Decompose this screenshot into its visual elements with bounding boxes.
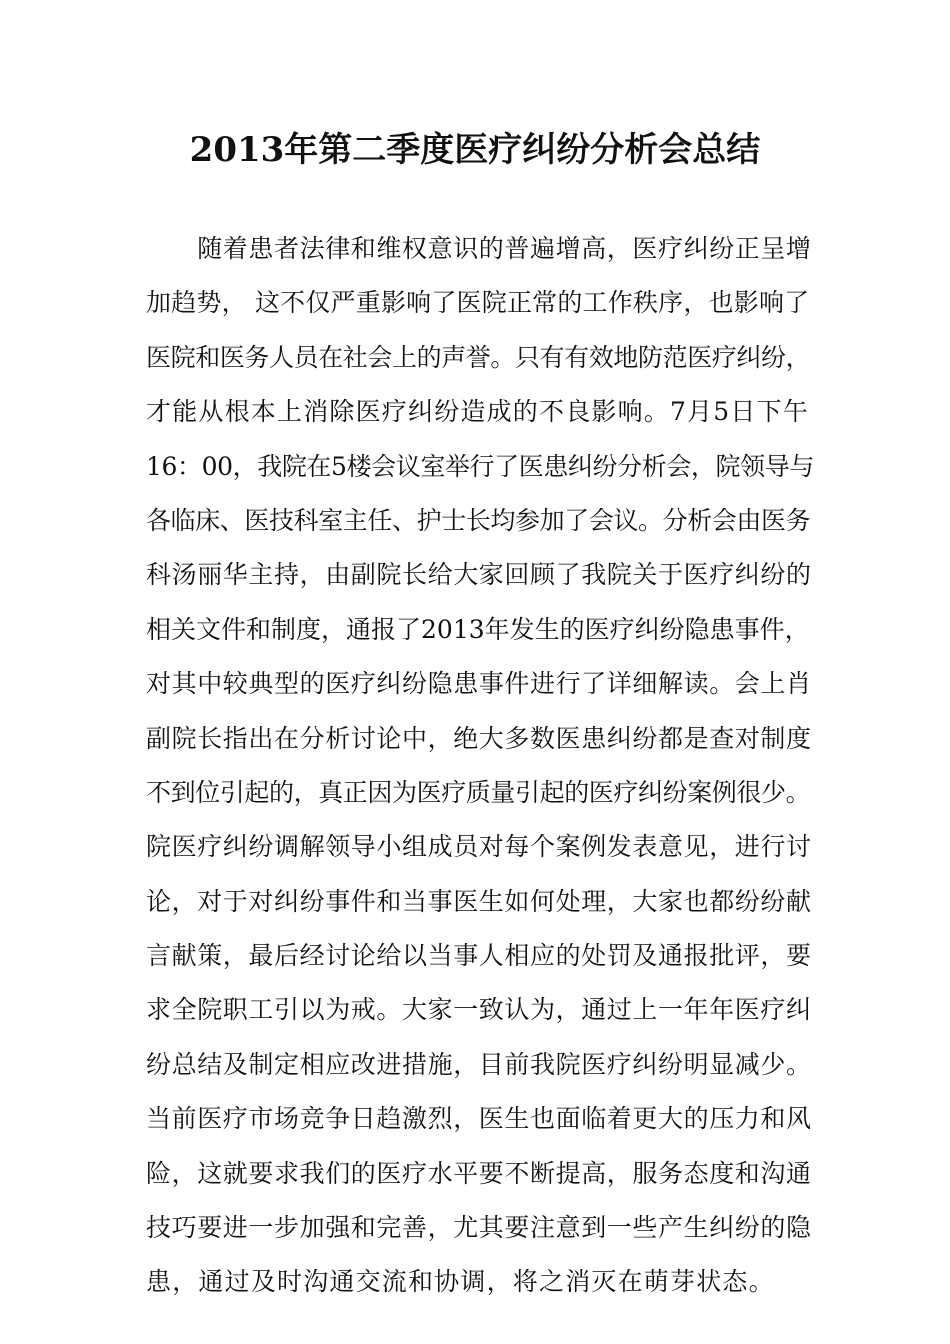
body-line: 当前医疗市场竞争日趋激烈，医生也面临着更大的压力和风 bbox=[146, 1104, 812, 1134]
body-line: 论，对于对纠纷事件和当事医生如何处理，大家也都纷纷献 bbox=[146, 886, 812, 916]
body-line: 院医疗纠纷调解领导小组成员对每个案例发表意见，进行讨 bbox=[146, 832, 812, 862]
body-line: 科汤丽华主持，由副院长给大家回顾了我院关于医疗纠纷的 bbox=[146, 560, 812, 590]
body-line: 技巧要进一步加强和完善，尤其要注意到一些产生纠纷的隐 bbox=[146, 1213, 812, 1243]
body-line: 不到位引起的，真正因为医疗质量引起的医疗纠纷案例很少。 bbox=[146, 777, 811, 807]
document-body bbox=[146, 222, 814, 1310]
body-line: 言献策，最后经讨论给以当事人相应的处罚及通报批评，要 bbox=[146, 941, 812, 971]
body-line: 对其中较典型的医疗纠纷隐患事件进行了详细解读。会上肖 bbox=[146, 669, 812, 699]
body-line: 险，这就要求我们的医疗水平要不断提高，服务态度和沟通 bbox=[146, 1158, 812, 1188]
body-line: 16：00，我院在5楼会议室举行了医患纠纷分析会，院领导与 bbox=[146, 451, 814, 481]
body-line: 医院和医务人员在社会上的声誉。只有有效地防范医疗纠纷， bbox=[146, 342, 811, 372]
body-line: 副院长指出在分析讨论中，绝大多数医患纠纷都是查对制度 bbox=[146, 723, 812, 753]
body-line: 患，通过及时沟通交流和协调，将之消灭在萌芽状态。 bbox=[146, 1267, 775, 1297]
body-line: 相关文件和制度，通报了2013年发生的医疗纠纷隐患事件， bbox=[146, 614, 810, 644]
body-line: 纷总结及制定相应改进措施，目前我院医疗纠纷明显减少。 bbox=[146, 1049, 812, 1079]
body-line: 随着患者法律和维权意识的普遍增高，医疗纠纷正呈增 bbox=[146, 234, 812, 263]
document-title: 2013年第二季度医疗纠纷分析会总结 bbox=[189, 130, 761, 170]
body-line: 才能从根本上消除医疗纠纷造成的不良影响。7月5日下午 bbox=[146, 397, 810, 427]
body-line: 各临床、医技科室主任、护士长均参加了会议。分析会由医务 bbox=[146, 505, 811, 535]
body-line: 求全院职工引以为戒。大家一致认为，通过上一年年医疗纠 bbox=[146, 995, 812, 1025]
body-line: 加趋势， 这不仅严重影响了医院正常的工作秩序，也影响了 bbox=[146, 288, 810, 318]
